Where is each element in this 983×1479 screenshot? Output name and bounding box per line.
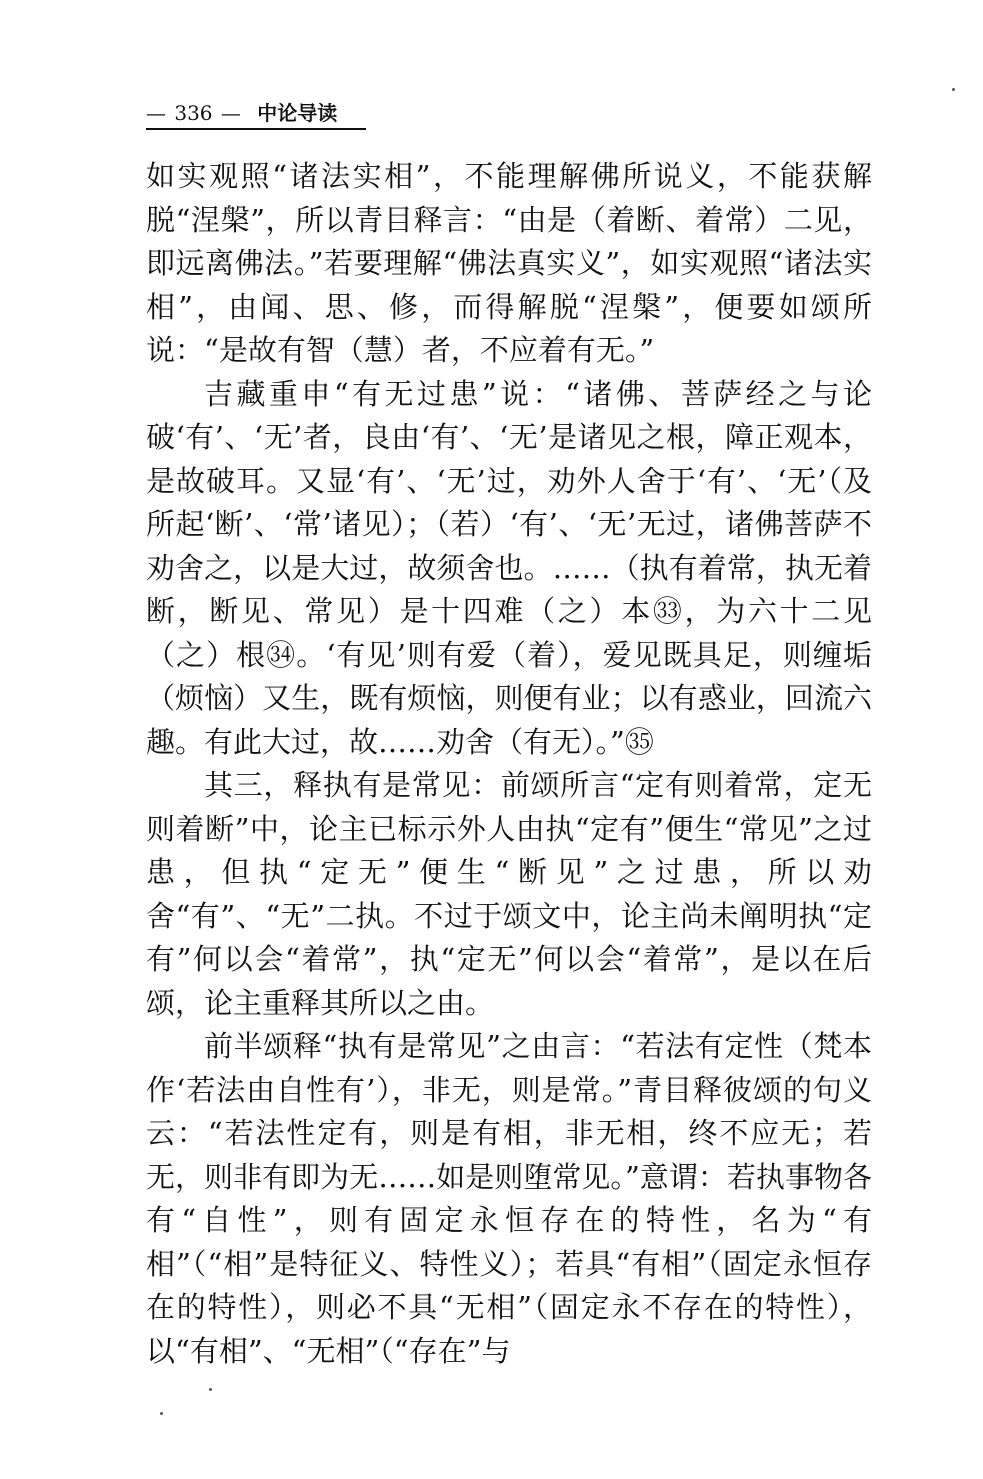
running-header: [146, 98, 366, 130]
body-text: [146, 155, 872, 1373]
paragraph-3: 其三，释执有是常见：前颂所言“定有则着常，定无则着断”中，论主已标示外人由执“定有”便生“常见”之过患，但执“定无”便生“断见”之过患，所以劝舍“有”、“无”二执。不过于颂文中，论主尚未阐明执“定有”何以会“着常”，执“定无”何以会“着常”，是以在后颂，论主重释其所以之由。: [146, 768, 872, 1020]
paragraph-2: 吉藏重申“有无过患”说：“诸佛、菩萨经之与论破‘有’、‘无’者，良由‘有’、‘无’是诸见之根，障正观本，是故破耳。又显‘有’、‘无’过，劝外人舍于‘有’、‘无’（及所起‘断’、‘常’诸见）；（若）‘有’、‘无’无过，诸佛菩萨不劝舍之，以是大过，故须舍也。……（执有着常，执无着断，断见、常见）是十四难（之）本㉝，为六十二见（之）根㉞。‘有见’则有爱（着），爱见既具足，则缠垢（烦恼）又生，既有烦恼，则便有业；以有惑业，回流六趣。有此大过，故……劝舍（有无）。”㉟: [146, 376, 872, 759]
book-title: 中论导读: [257, 101, 338, 125]
scan-speck: [209, 1388, 212, 1391]
header-dash-right: —: [220, 101, 241, 125]
paragraph-1: 如实观照“诸法实相”，不能理解佛所说义，不能获解脱“涅槃”，所以青目释言：“由是（着断、着常）二见，即远离佛法。”若要理解“佛法真实义”，如实观照“诸法实相”，由闻、思、修，而得解脱“涅槃”，便要如颂所说：“是故有智（慧）者，不应着有无。”: [146, 159, 872, 367]
scan-speck: [160, 1412, 163, 1415]
page-number: 336: [174, 101, 213, 125]
scan-speck: [952, 88, 955, 91]
header-dash-left: —: [146, 101, 166, 125]
paragraph-4: 前半颂释“执有是常见”之由言：“若法有定性（梵本作‘若法由自性有’），非无，则是常。”青目释彼颂的句义云：“若法性定有，则是有相，非无相，终不应无；若无，则非有即为无……如是则堕常见。”意谓：若执事物各有“自性”，则有固定永恒存在的特性，名为“有相”（“相”是特征义、特性义）；若具“有相”（固定永恒存在的特性），则必不具“无相”（固定永不存在的特性），以“有相”、“无相”（“存在”与: [146, 1029, 872, 1368]
